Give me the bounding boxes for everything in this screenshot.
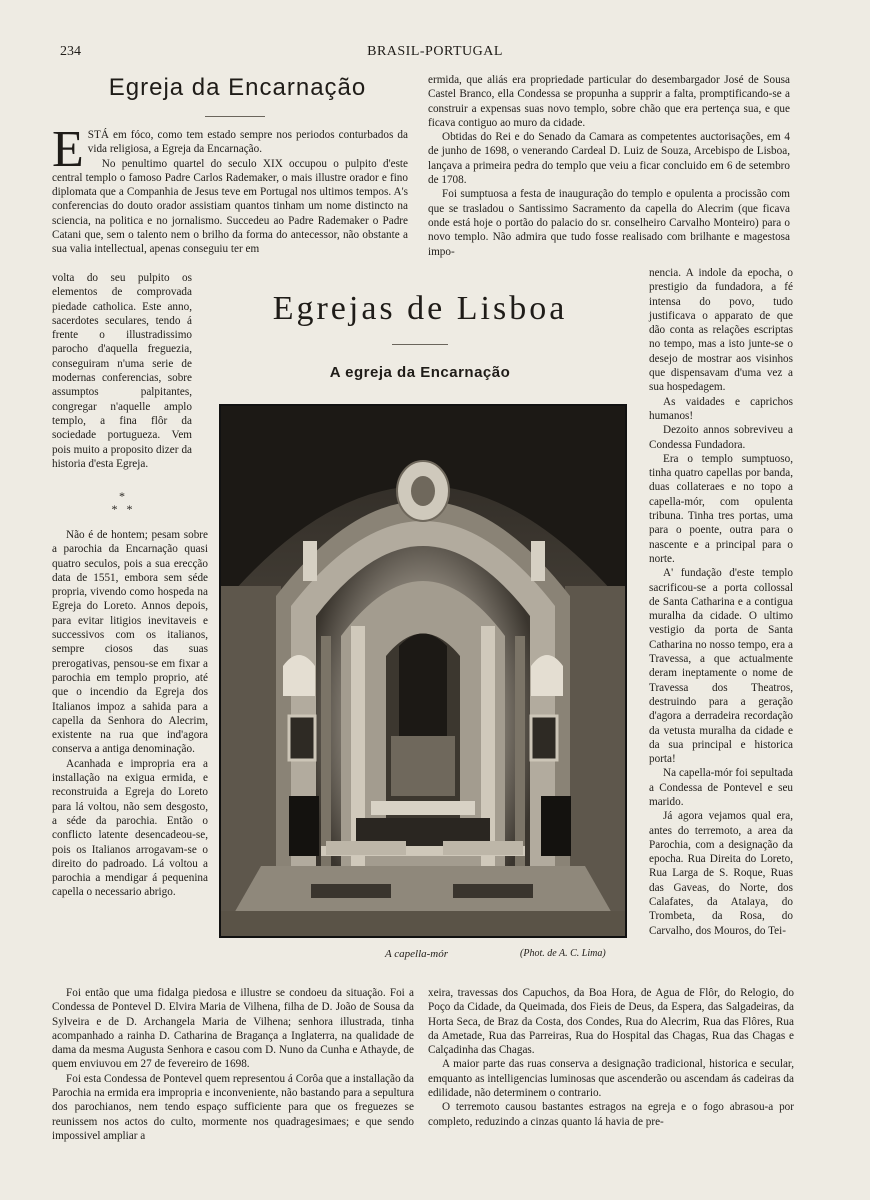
col2-bottom-p3: O terremoto causou bastantes estragos na egreja e o fogo abrasou-a por completo, reduzindo a cinzas quanto lá havia de pre- [428,1101,794,1128]
col2-narrow-p5: A' fundação d'este templo sacrificou-se a porta collossal de Santa Catharina e a contigua muralha da cidade. O ultimo vestigio da porta de Santa Catharina no nosso tempo, era a Travessa, a que actualmente deram ineptamente o nome de Travessa dos Theatros, destruindo para a geração d'agora a derradeira recordação da vetusta muralha da cidade e da sua principal e historica porta! [649,567,793,766]
col1-bottom-p2: Foi esta Condessa de Pontevel quem representou á Corôa que a installação da Parochia na ermida era impropria e inconveniente, não bastando para a sepultura dos parochianos, nem tendo espaço sufficiente para que os freguezes se reunissem nos actos do culto, mormente nos quadragesimaes; e que sendo impossivel ampliar a [52,1072,414,1142]
col2-narrow-p1: nencia. A indole da epocha, o prestigio da fundadora, a fé intensa do povo, tudo justificava o apparato de que dão conta as relações escriptas no tempo, mas a isto junte-se o desejo de mostrar aos visinhos que dispensavam d'uma vez a sua hospedagem. [649,267,793,394]
col2-narrow-p2: As vaidades e caprichos humanos! [649,395,793,422]
photo-credit: (Phot. de A. C. Lima) [520,948,606,959]
col2-narrow-p6: Na capella-mór foi sepultada a Condessa de Pontevel e seu marido. [649,767,793,808]
church-interior-photo [219,404,627,938]
section-stars: * * * [111,489,133,516]
col1-lower-p2: Acanhada e impropria era a installação na exigua ermida, e reconstruida a Egreja do Loreto para lá voltou, não sem desgosto, a séde da parochia. Então o conflicto latente desencadeou-se, pois os Italianos arrogavam-se o direito do padroado. Lá voltou a parochia a mendigar á pequenina capella o necessario abrigo. [52,757,208,899]
feature-subtitle: A egreja da Encarnação [329,364,511,381]
drop-cap: E [52,121,84,178]
col1-narrow-p: volta do seu pulpito os elementos de comprovada piedade catholica. Este anno, sacerdotes seculares, tendo á frente o illustradissimo parocho d'aquella freguezia, conseguiram n'uma serie de modernas conferencias, sobre assumptos palpitantes, congregar n'aquelle amplo templo, a fina flôr da sociedade portugueza. Vem pois muito a proposito dizer da historia d'esta Egreja. [52,272,192,470]
col2-top-p1: ermida, que aliás era propriedade particular do desembargador José de Sousa Castel Branco, ella Condessa se propunha a supprir a falta, promptificando-se a construir a expensas suas novo templo, sobre chão que era pertença sua, e que ficava contiguo ao muro da cidade. [428,74,790,129]
photo-caption: A capella-mór [385,948,449,960]
col2-top-p2: Obtidas do Rei e do Senado da Camara as competentes auctorisações, em 4 de junho de 1698, o venerando Cardeal D. Luiz de Souza, Arcebispo de Lisboa, lançava a primeira pedra do templo que veiu a ficar concluido em 6 de setembro de 1708. [428,131,790,187]
col1-top-p2: No penultimo quartel do seculo XIX occupou o pulpito d'este central templo o famoso Padre Carlos Rademaker, o mais illustre orador e fino diplomata que a Companhia de Jesus teve em Portugal nos ultimos tempos. A's conferencias do douto orador assistiam quantos tinham um nome distincto na sciencia, na politica e no jornalismo. Succedeu ao Padre Rademaker o Padre Catani que, sem o talento nem o brilho da forma do antecessor, não obstante a sua valia intellectual, apenas conseguiu ter em [52,157,408,256]
feature-rule [392,344,448,345]
col1-lower-p1: Não é de hontem; pesam sobre a parochia da Encarnação quasi quatro seculos, pois a sua erecção data de 1551, embora sem séde propria, vivendo como hospeda na Egreja do Loreto. Annos depois, para evitar litigios inevitaveis e successivos com os italianos, sempre ciosos das suas prerogativas, pensou-se em fixar a parochia em templo proprio, até que o incendio da Egreja dos Italianos impoz a sahida para a capella da Senhora do Alecrim, existente na rua que ind'agora conserva a antiga denominação. [52,529,208,756]
running-head: BRASIL-PORTUGAL [367,44,503,59]
col2-top [428,73,790,259]
page-number: 234 [60,44,81,59]
col1-bottom [52,986,414,1143]
col2-bottom-p2: A maior parte das ruas conserva a designação tradicional, historica e secular, emquanto as intelligencias luminosas que ascenderão ou ascendam ás cadeiras da edilidade, não determinem o contrario. [428,1058,794,1100]
article-heading: Egreja da Encarnação [108,74,367,101]
col1-lower [52,528,208,900]
col2-narrow-p7: Já agora vejamos qual era, antes do terremoto, a area da Parochia, com a designação da epocha. Rua Direita do Loreto, Rua Larga de S. Roque, Ruas das Gaveas, do Norte, dos Calafates, da Atalaya, do Trombeta, da Rosa, do Carvalho, dos Mouros, do Tei- [649,810,793,937]
col1-bottom-p1: Foi então que uma fidalga piedosa e illustre se condoeu da situação. Foi a Condessa de Pontevel D. Elvira Maria de Vilhena, filha de D. João de Sousa da Sylveira e de D. Archangela Maria de Vilhena; senhora illustrada, tinha acompanhado a rainha D. Catharina de Bragança a Inglaterra, na qualidade de dama da mesma Augusta Senhora e casou com D. Nuno da Cunha e Athayde, de quem enviuvou em 27 de fevereiro de 1698. [52,987,414,1071]
col2-bottom-p1: xeira, travessas dos Capuchos, da Boa Hora, de Agua de Flôr, do Relogio, do Poço da Cidade, da Queimada, dos Fieis de Deus, da Espera, das Salgadeiras, da Horta Seca, de Braz da Costa, dos Condes, Rua do Alecrim, Rua das Flôres, Rua da Ametade, Rua das Parreiras, Rua do Hospital das Chagas, Rua das Chagas e Calçadinha das Chagas. [428,987,794,1057]
feature-title: Egrejas de Lisboa [272,290,568,327]
col2-narrow-p4: Era o templo sumptuoso, tinha quatro capellas por banda, duas collateraes e no topo a capella-mór, com opulenta tribuna. Tinha tres portas, uma para o poente, outra para o nascente e a principal para o norte. [649,452,793,565]
col1-top-p1: STÁ em fóco, como tem estado sempre nos periodos conturbados da vida religiosa, a Egreja da Encarnação. [87,129,408,156]
col2-bottom [428,986,794,1129]
col1-top [52,121,408,257]
col2-narrow-p3: Dezoito annos sobreviveu a Condessa Fundadora. [649,424,793,451]
heading-rule [205,116,265,117]
col2-narrow [649,266,793,938]
col1-narrow [52,271,192,471]
col2-top-p3: Foi sumptuosa a festa de inauguração do templo e opulenta a procissão com que se trasladou o Santissimo Sacramento da capella do Alecrim (que ficava onde está hoje o portão do palacio do sr. conselheiro Carvalho Monteiro) para o novo templo. Não admira que tudo fosse realisado com brilhante e magestosa impo- [428,188,790,258]
